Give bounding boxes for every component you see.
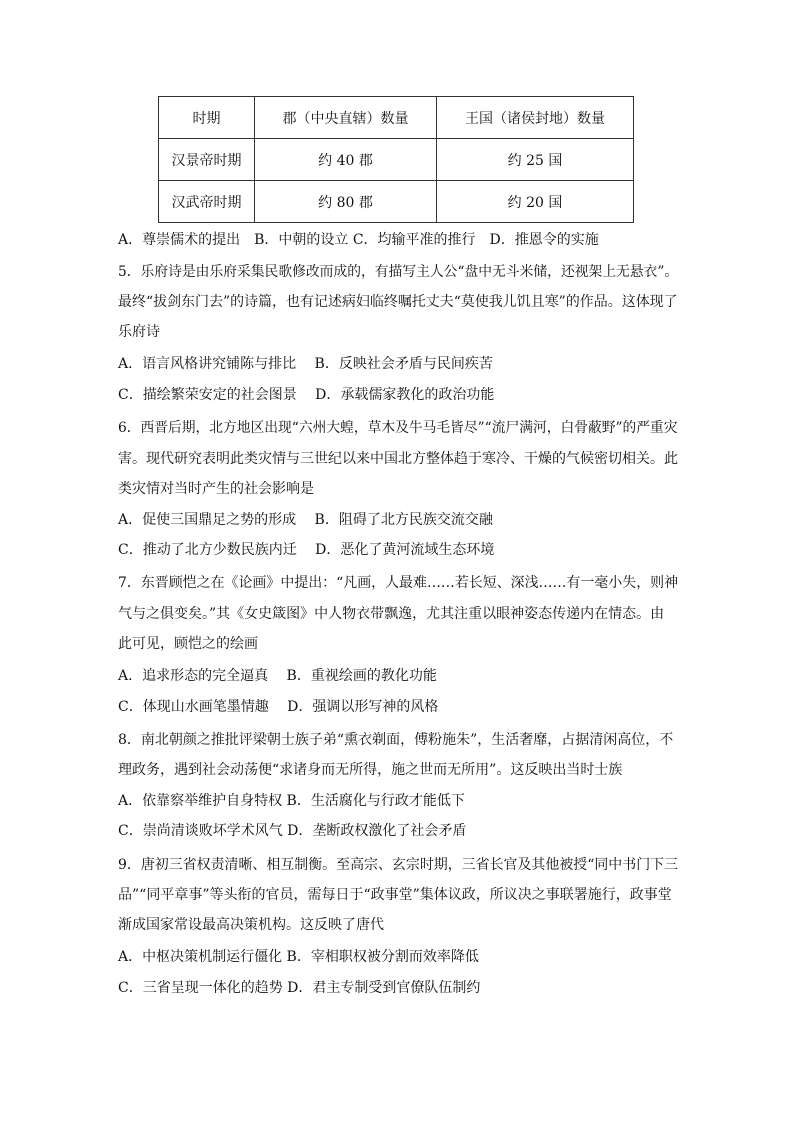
- q9-stem-line: 品”“同平章事”等头衔的官员，需每日于“政事堂”集体议政，所议决之事联署施行，政事堂: [118, 887, 672, 903]
- q6-option-line: A．促使三国鼎足之势的形成 B．阻碍了北方民族交流交融: [118, 512, 493, 528]
- q6-stem-line: 害。现代研究表明此类灾情与三世纪以来中国北方整体趋于寒冷、干燥的气候密切相关。此: [118, 451, 678, 467]
- q7-stem-line: 7．东晋顾恺之在《论画》中提出：“凡画，人最难……若长短、深浅……有一毫小失，则神: [118, 575, 679, 591]
- table-row: [159, 181, 634, 223]
- table-header-cell: 时期: [159, 97, 255, 139]
- q9-stem-line: 渐成国家常设最高决策机构。这反映了唐代: [118, 917, 384, 933]
- q9-option-line: C．三省呈现一体化的趋势 D．君主专制受到官僚队伍制约: [118, 980, 481, 996]
- data-table: [158, 96, 634, 223]
- q5-option-line: C．描绘繁荣安定的社会图景 D．承载儒家教化的政治功能: [118, 387, 495, 403]
- table-cell: 约 25 国: [437, 139, 634, 181]
- table-cell: 约 20 国: [437, 181, 634, 223]
- q5-stem-line: 乐府诗: [118, 324, 160, 340]
- q7-option-line: C．体现山水画笔墨情趣 D．强调以形写神的风格: [118, 699, 439, 715]
- table-cell: 约 80 郡: [255, 181, 437, 223]
- q7-stem-line: 此可见，顾恺之的绘画: [118, 636, 258, 652]
- table-row: [159, 139, 634, 181]
- q8-stem-line: 8．南北朝颜之推批评梁朝士族子弟“熏衣剃面，傅粉施朱”，生活奢靡，占据清闲高位，不: [118, 732, 674, 748]
- q9-option-line: A．中枢决策机制运行僵化 B．宰相职权被分割而效率降低: [118, 949, 479, 965]
- q8-stem-line: 理政务，遇到社会动荡便“求诸身而无所得，施之世而无所用”。这反映出当时士族: [118, 762, 623, 778]
- q6-option-line: C．推动了北方少数民族内迁 D．恶化了黄河流域生态环境: [118, 542, 495, 558]
- q9-stem-line: 9．唐初三省权责清晰、相互制衡。至高宗、玄宗时期，三省长官及其他被授“同中书门下三: [118, 857, 679, 873]
- q7-option-line: A．追求形态的完全逼真 B．重视绘画的教化功能: [118, 668, 437, 684]
- table-cell: 约 40 郡: [255, 139, 437, 181]
- q5-stem-line: 最终“拔剑东门去”的诗篇，也有记述病妇临终嘱托丈夫“莫使我儿饥且寒”的作品。这体现了: [118, 294, 678, 310]
- q7-stem-line: 气与之俱变矣。”其《女史箴图》中人物衣带飘逸，尤其注重以眼神姿态传递内在情态。由: [118, 606, 665, 622]
- table-cell: 汉景帝时期: [159, 139, 255, 181]
- q5-stem-line: 5．乐府诗是由乐府采集民歌修改而成的，有描写主人公“盘中无斗米储，还视架上无悬衣”。: [118, 264, 679, 280]
- table-cell: 汉武帝时期: [159, 181, 255, 223]
- q6-stem-line: 6．西晋后期，北方地区出现“六州大蝗，草木及牛马毛皆尽”“流尸满河，白骨蔽野”的严重灾: [118, 420, 678, 436]
- q8-option-line: C．崇尚清谈败坏学术风气 D．垄断政权激化了社会矛盾: [118, 823, 467, 839]
- table-header-cell: 王国（诸侯封地）数量: [437, 97, 634, 139]
- q8-option-line: A．依靠察举维护自身特权 B．生活腐化与行政才能低下: [118, 793, 465, 809]
- table-header-row: [159, 97, 634, 139]
- q6-stem-line: 类灾情对当时产生的社会影响是: [118, 481, 314, 497]
- q4-options: A．尊崇儒术的提出 B．中朝的设立 C．均输平准的推行 D．推恩令的实施: [118, 232, 599, 248]
- q5-option-line: A．语言风格讲究铺陈与排比 B．反映社会矛盾与民间疾苦: [118, 356, 493, 372]
- table-header-cell: 郡（中央直辖）数量: [255, 97, 437, 139]
